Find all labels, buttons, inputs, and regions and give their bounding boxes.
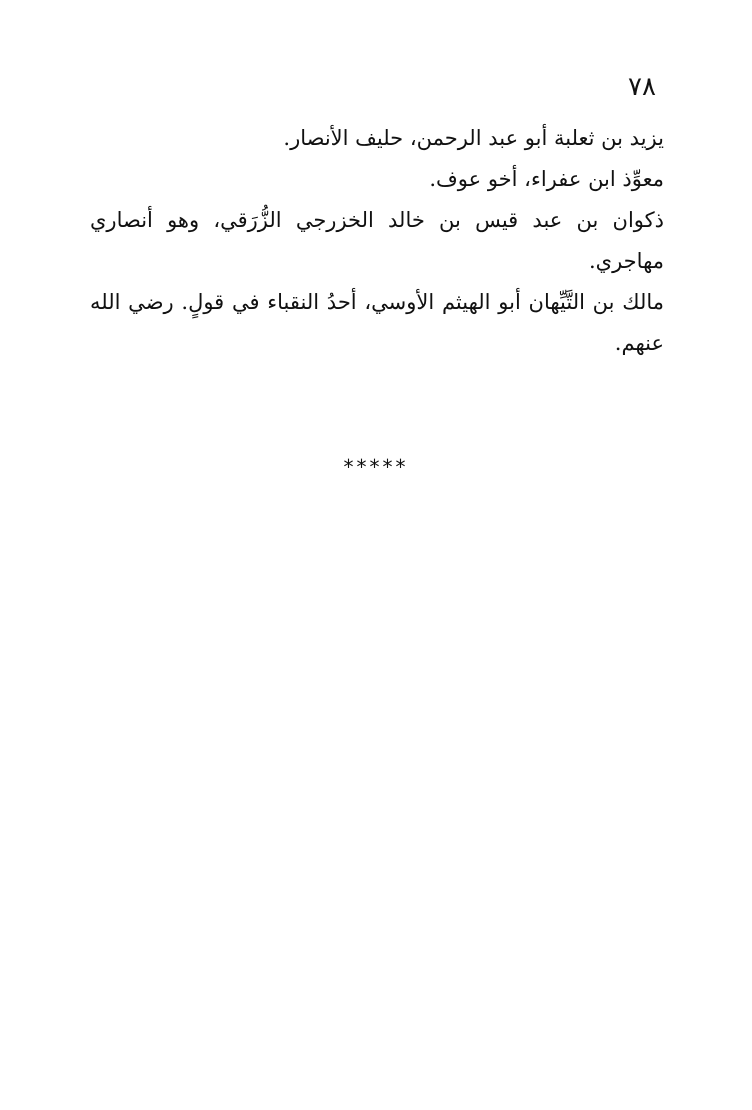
page-number: ٧٨ (628, 72, 656, 102)
page-body (90, 118, 664, 364)
paragraph-dhakwan: ذكوان بن عبد قيس بن خالد الخزرجي الزُّرَقي، وهو أنصاري مهاجري. (90, 208, 664, 273)
paragraph-muawwidh: معوِّذ ابن عفراء، أخو عوف. (429, 167, 664, 191)
section-separator: ***** (343, 455, 409, 479)
paragraph-yazid: يزيد بن ثعلبة أبو عبد الرحمن، حليف الأنصار. (283, 126, 664, 150)
paragraph-malik: مالك بن التَّيِّهان أبو الهيثم الأوسي، أحدُ النقباء في قولٍ. رضي الله عنهم. (90, 290, 664, 355)
